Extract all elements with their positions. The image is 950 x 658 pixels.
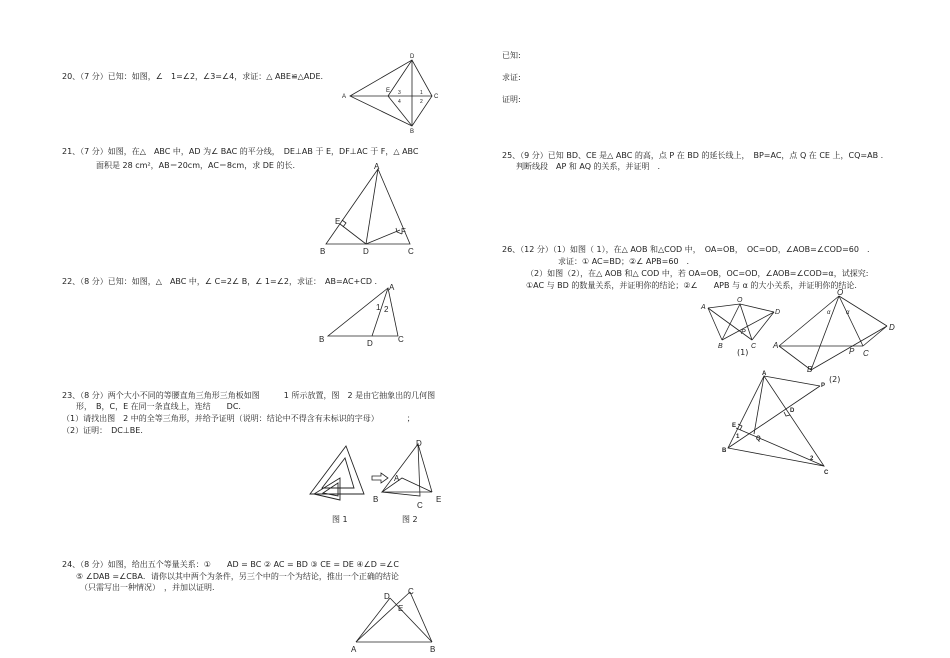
q20-label-c: C <box>434 94 439 100</box>
q26f1-label-b: B <box>718 343 723 350</box>
q26f3-label-d: D <box>790 408 795 414</box>
q22-label-a: A <box>389 283 395 292</box>
q26f3-label-c: C <box>824 470 829 476</box>
q23-fig2-caption: 图 2 <box>402 515 418 524</box>
q23-figure-2 <box>372 438 448 512</box>
q20-label-d: D <box>410 54 415 60</box>
q20-label-3: 3 <box>398 90 401 96</box>
q21-figure <box>318 164 418 256</box>
q26f1-line-cd <box>752 312 774 340</box>
q24-label-e: E <box>398 604 404 613</box>
q26f2-label-a: A <box>773 341 779 350</box>
q26f2-label-o: O <box>837 288 844 297</box>
q24-line-ad <box>356 598 390 642</box>
q23-line1: 23、（8 分）两个大小不同的等腰直角三角形三角板如图 1 所示放置，图 2 是由它抽象出的几何图 <box>62 391 436 400</box>
q26f2-label-alpha2: α <box>846 310 850 316</box>
q24-label-c: C <box>408 587 414 596</box>
q21-line-de <box>340 224 366 244</box>
q26f3-line-aq <box>754 376 764 434</box>
q24-line1: 24、（8 分）如图，给出五个等量关系：① AD = BC ② AC = BD ③ CE = DE ④∠D =∠C <box>62 560 399 569</box>
q26f1-label-o: O <box>737 297 743 304</box>
q23-label-c: C <box>417 501 423 510</box>
q25-line1: 25、（9 分）已知 BD、CE 是△ ABC 的高，点 P 在 BD 的延长线上， BP=AC，点 Q 在 CE 上，CQ=AB . <box>502 151 884 160</box>
q23-tri-abe <box>382 478 432 492</box>
q21-line1: 21、（7 分）如图，在△ ABC 中，AD 为∠ BAC 的平分线， DE⊥AB 于 E，DF⊥AC 于 F，△ ABC <box>62 147 419 156</box>
q22-label-1: 1 <box>376 303 381 312</box>
q24-label-d: D <box>384 592 390 601</box>
q26-line2: 求证：① AC=BD；②∠ APB=60 . <box>558 257 690 266</box>
q26f3-triangle-abc <box>728 376 824 466</box>
q26f3-line-ap <box>764 376 820 386</box>
right-column <box>475 0 950 658</box>
q26f3-label-2: 2 <box>810 456 814 462</box>
q23-label-a: A <box>394 474 400 483</box>
q26f1-label-a: A <box>701 304 706 311</box>
q24-figure <box>346 586 442 656</box>
q26f2-line-ao <box>779 296 839 346</box>
q26f2-label-p: P <box>849 347 855 356</box>
q26f2-label-c: C <box>863 349 869 358</box>
q23-label-b: B <box>373 495 379 504</box>
q22-label-c: C <box>398 335 404 344</box>
q26f1-label-d: D <box>775 309 781 316</box>
q26f3-label-1: 1 <box>736 434 740 440</box>
q20-label-4: 4 <box>398 99 401 105</box>
q25-line2: 判断线段 AP 和 AQ 的关系，并证明 . <box>516 162 661 171</box>
q26f1-line-bd <box>722 312 774 340</box>
q23-fig1-caption: 图 1 <box>332 515 348 524</box>
q23-line-de <box>418 444 432 492</box>
q26f2-line-ob <box>811 296 839 370</box>
q23-label-d: D <box>416 439 422 448</box>
q26f2-line-cd <box>863 326 887 346</box>
q24-line2: ⑤ ∠DAB =∠CBA．请你以其中两个为条件，另三个中的一个为结论，推出一个正确的结论 <box>76 572 399 581</box>
q20-label-b: B <box>410 129 415 135</box>
q22-label-2: 2 <box>384 305 389 314</box>
answer-proof-label: 证明: <box>502 95 521 104</box>
q21-label-f: F <box>401 227 406 236</box>
q26-line1: 26、（12 分）（1）如图（ 1），在△ AOB 和△COD 中， OA=OB， OC=OD，∠AOB=∠COD=60 . <box>502 245 870 254</box>
q26f3-label-a: A <box>762 371 767 377</box>
q26f1-label-c: C <box>751 343 757 350</box>
q21-label-d: D <box>363 247 369 256</box>
q26f1-line-ob <box>722 304 740 340</box>
q26f3-label-p: P <box>821 383 826 389</box>
q26-fig2-caption: (2) <box>829 375 841 384</box>
q21-line-ad <box>366 169 378 244</box>
q22-label-b: B <box>319 335 325 344</box>
answer-known-label: 已知: <box>502 51 521 60</box>
q21-label-b: B <box>320 247 326 256</box>
q26-figure-2 <box>773 290 897 372</box>
q26f1-line-ao <box>708 304 740 308</box>
q26-figure-3 <box>720 372 830 476</box>
q26f2-label-alpha1: α <box>827 310 831 316</box>
q26f3-label-q: Q <box>756 436 761 442</box>
q21-line2: 面积是 28 cm²，AB＝20cm，AC＝8cm，求 DE 的长. <box>96 161 296 170</box>
q22-label-d: D <box>367 339 373 348</box>
q20-text: 20、（7 分）已知：如图，∠ 1=∠2，∠3=∠4，求证：△ ABE≌△ADE. <box>62 72 324 81</box>
q26f1-line-od <box>740 304 774 312</box>
q26-fig1-caption: (1) <box>737 348 749 357</box>
q20-label-2: 2 <box>420 99 423 105</box>
q20-label-1: 1 <box>420 90 423 96</box>
q24-line-bd <box>390 598 432 642</box>
q22-text: 22、（8 分）已知：如图，△ ABC 中，∠ C=2∠ B，∠ 1=∠2，求证： AB=AC+CD . <box>62 277 378 286</box>
q26-line3: （2）如图（2），在△ AOB 和△ COD 中，若 OA=OB，OC=OD，∠AOB=∠COD=α，试探究: <box>526 269 869 278</box>
q20-figure <box>340 54 440 134</box>
q26f3-label-e: E <box>732 423 737 429</box>
q23-label-e: E <box>436 495 442 504</box>
q24-line3: （只需写出一种情况） ，并加以证明. <box>80 583 215 592</box>
q24-line-ac <box>356 592 410 642</box>
answer-prove-label: 求证: <box>502 73 521 82</box>
q26f3-label-b: B <box>722 448 727 454</box>
q23-line3: （1）请找出图 2 中的全等三角形，并给予证明（说明：结论中不得含有未标识的字母） ； <box>62 414 415 423</box>
q23-big-triangle <box>310 446 364 494</box>
q24-label-b: B <box>430 645 436 654</box>
q26f1-label-p: P <box>741 329 746 336</box>
q22-figure <box>318 282 408 348</box>
q26f2-label-d: D <box>889 323 895 332</box>
q21-label-c: C <box>408 247 414 256</box>
q26f2-label-b: B <box>807 365 813 374</box>
q23-line2: 形， B，C，E 在同一条直线上，连结 DC. <box>76 402 241 411</box>
q26-line4: ①AC 与 BD 的数量关系，并证明你的结论；②∠ APB 与 α 的大小关系，并证明你的结论. <box>526 281 857 290</box>
q21-line-df <box>366 230 400 244</box>
q20-label-a: A <box>342 94 347 100</box>
q20-label-e: E <box>386 88 391 94</box>
q21-label-e: E <box>335 217 341 226</box>
q24-line-bc <box>410 592 432 642</box>
q23-line4: （2）证明： DC⊥BE. <box>62 426 143 435</box>
q24-label-a: A <box>351 645 357 654</box>
q21-label-a: A <box>374 162 380 171</box>
q23-figure-1 <box>308 442 372 504</box>
